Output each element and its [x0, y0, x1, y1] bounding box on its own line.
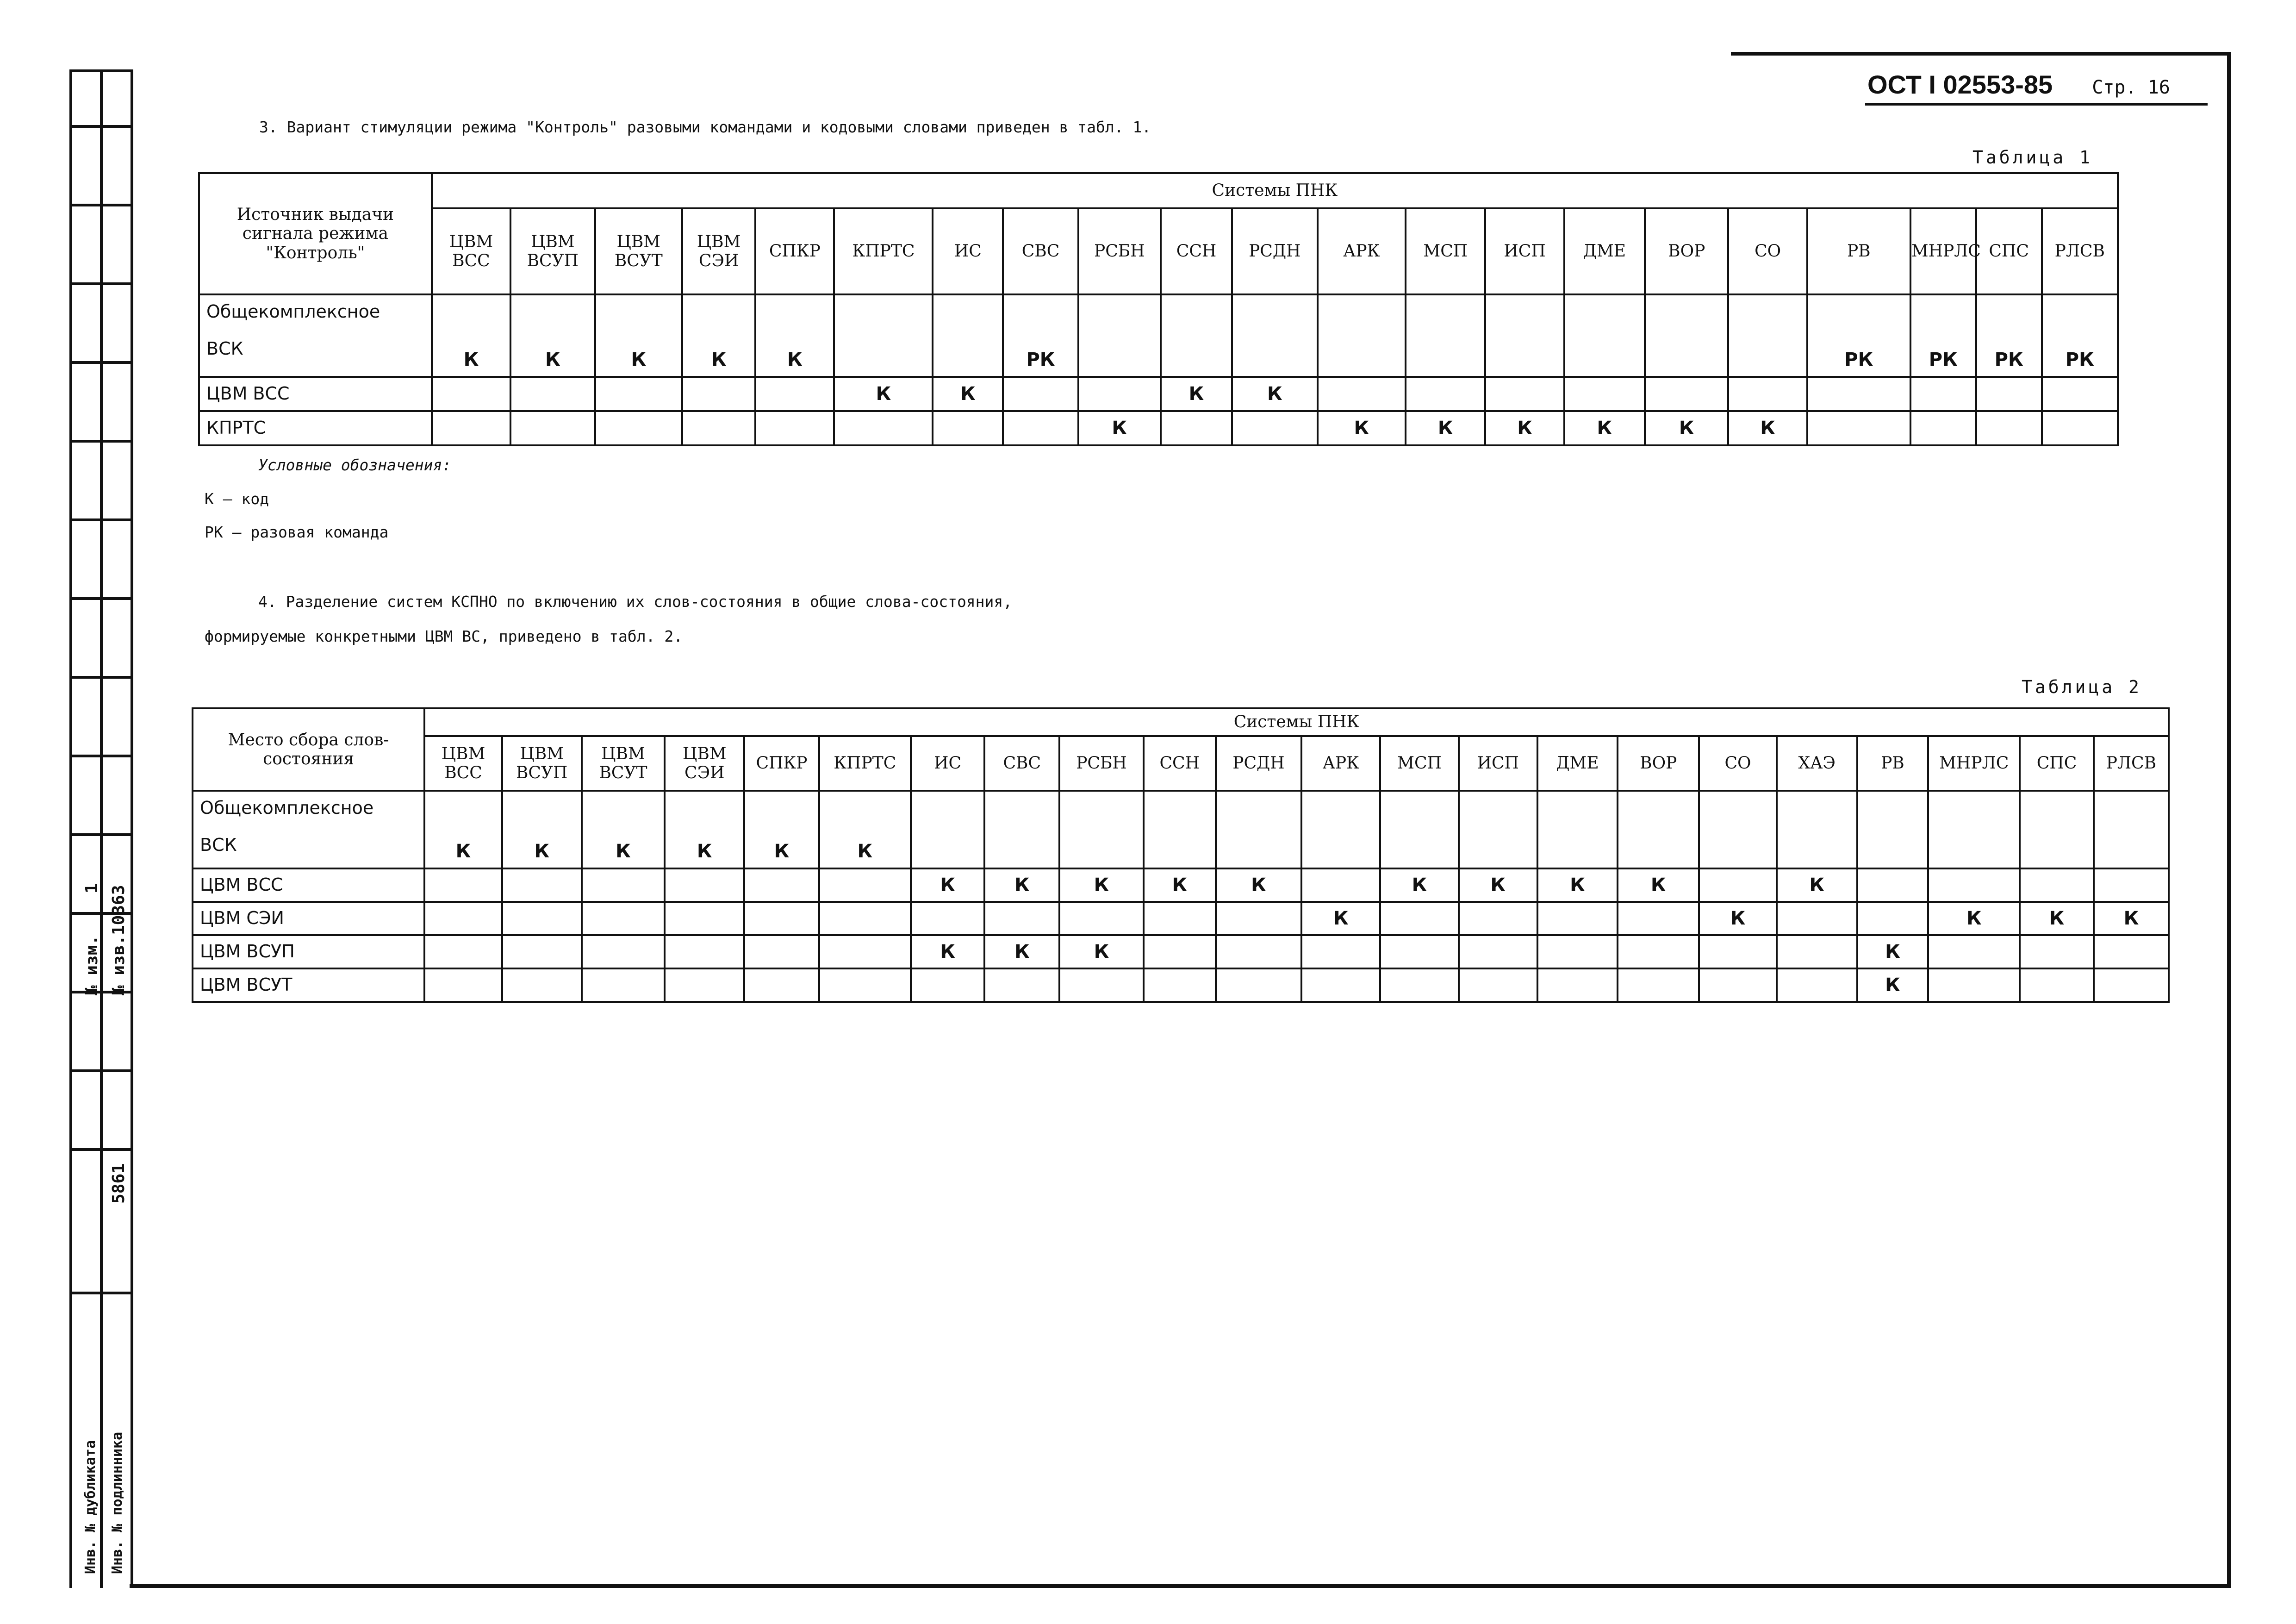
- column-header: СВС: [1003, 208, 1078, 294]
- column-header: РСБН: [1078, 208, 1161, 294]
- table-cell: К: [1078, 411, 1161, 445]
- table-cell: [432, 411, 510, 445]
- table-cell: [1216, 968, 1302, 1002]
- row-header: ЦВМ СЭИ: [193, 902, 424, 935]
- table-cell: [744, 868, 819, 902]
- table-cell: [1144, 968, 1216, 1002]
- column-header: ИС: [933, 208, 1003, 294]
- table-cell: К: [1699, 902, 1777, 935]
- paragraph-4-line-2: формируемые конкретными ЦВМ ВС, приведено в табл. 2.: [205, 627, 683, 645]
- column-header: ВОР: [1618, 736, 1699, 791]
- table-cell: [1928, 968, 2020, 1002]
- table-cell: [424, 968, 502, 1002]
- table-cell: [911, 902, 985, 935]
- table-cell: К: [911, 868, 985, 902]
- column-header: ХАЭ: [1777, 736, 1857, 791]
- table-cell: [1232, 411, 1317, 445]
- column-header: ВОР: [1645, 208, 1728, 294]
- table-cell: [1699, 868, 1777, 902]
- column-header: ДМЕ: [1564, 208, 1645, 294]
- column-header: РВ: [1807, 208, 1910, 294]
- table-cell: [424, 902, 502, 935]
- column-header: МНРЛС: [1910, 208, 1976, 294]
- table-cell: [1807, 377, 1910, 411]
- column-header: РСДН: [1232, 208, 1317, 294]
- column-header: ЦВМ ВСС: [424, 736, 502, 791]
- table-cell: [2042, 377, 2118, 411]
- table-cell: [1161, 411, 1232, 445]
- row-header: КПРТС: [199, 411, 432, 445]
- table-cell: [1059, 968, 1144, 1002]
- table-cell: К: [834, 377, 933, 411]
- table-cell: К: [1857, 935, 1929, 968]
- column-header: РСБН: [1059, 736, 1144, 791]
- table-cell: [1459, 791, 1537, 868]
- column-header: МСП: [1406, 208, 1485, 294]
- table-cell: [1301, 968, 1380, 1002]
- column-header: СПКР: [755, 208, 834, 294]
- table-cell: К: [1161, 377, 1232, 411]
- column-header: СО: [1728, 208, 1807, 294]
- table-cell: [1910, 411, 1976, 445]
- table-cell: [2094, 791, 2169, 868]
- frame-right-rule: [2227, 52, 2231, 1588]
- table-cell: К: [510, 294, 595, 377]
- izm-label: № изм.: [82, 935, 101, 995]
- table-cell: [755, 411, 834, 445]
- legend-single-command: РК – разовая команда: [205, 523, 389, 541]
- table-cell: [1301, 935, 1380, 968]
- column-header: ЦВМ ВСУП: [510, 208, 595, 294]
- table-cell: [911, 968, 985, 1002]
- table-row: [199, 411, 2118, 445]
- row-header: [193, 791, 424, 868]
- table-cell: [1777, 968, 1857, 1002]
- table-cell: К: [665, 791, 744, 868]
- table-cell: РК: [1976, 294, 2042, 377]
- table-cell: К: [1406, 411, 1485, 445]
- column-header: ЦВМ ВСУП: [502, 736, 582, 791]
- table-cell: [1928, 791, 2020, 868]
- table-cell: [1078, 377, 1161, 411]
- table1-label: Таблица 1: [1972, 147, 2093, 168]
- table-cell: К: [432, 294, 510, 377]
- table-cell: [755, 377, 834, 411]
- column-header: АРК: [1318, 208, 1406, 294]
- table-cell: [1645, 377, 1728, 411]
- column-header: ИС: [911, 736, 985, 791]
- table-cell: [1976, 411, 2042, 445]
- table-cell: [595, 411, 683, 445]
- doc-label: № изв.: [109, 935, 128, 995]
- table2-group-header: Системы ПНК: [424, 708, 2169, 736]
- row-header: ЦВМ ВСУП: [193, 935, 424, 968]
- table2-label: Таблица 2: [2022, 677, 2142, 697]
- table-cell: [1928, 935, 2020, 968]
- table-cell: К: [1564, 411, 1645, 445]
- row-header: ЦВМ ВСС: [193, 868, 424, 902]
- table-cell: [1857, 868, 1929, 902]
- table-cell: [1728, 377, 1807, 411]
- table-cell: [682, 377, 755, 411]
- table-cell: [1699, 791, 1777, 868]
- table-cell: К: [1928, 902, 2020, 935]
- table-cell: [1216, 791, 1302, 868]
- table-cell: [1144, 935, 1216, 968]
- frame-bottom-rule: [130, 1584, 2231, 1588]
- table-cell: К: [911, 935, 985, 968]
- orig-label: Инв. № подлинника: [109, 1431, 125, 1574]
- table-cell: [432, 377, 510, 411]
- table-cell: [911, 791, 985, 868]
- table-cell: [1537, 902, 1618, 935]
- table-cell: [1857, 902, 1929, 935]
- table-cell: [2020, 968, 2094, 1002]
- column-header: ЦВМ ВСС: [432, 208, 510, 294]
- column-header: СО: [1699, 736, 1777, 791]
- table-cell: К: [595, 294, 683, 377]
- column-header: ССН: [1144, 736, 1216, 791]
- table-cell: [1537, 791, 1618, 868]
- column-header: СПС: [2020, 736, 2094, 791]
- page-number: Стр. 16: [2092, 77, 2170, 98]
- table-cell: [582, 968, 665, 1002]
- header-rule: [1865, 103, 2208, 106]
- table-cell: [2094, 968, 2169, 1002]
- table-cell: [1380, 791, 1459, 868]
- table-cell: [2020, 791, 2094, 868]
- table-cell: [984, 902, 1059, 935]
- table-cell: К: [582, 791, 665, 868]
- column-header: ЦВМ СЭИ: [682, 208, 755, 294]
- table-cell: [1459, 902, 1537, 935]
- table-cell: [1537, 968, 1618, 1002]
- table-cell: [510, 411, 595, 445]
- column-header: РЛСВ: [2094, 736, 2169, 791]
- column-header: ССН: [1161, 208, 1232, 294]
- table-cell: [834, 294, 933, 377]
- column-header: ЦВМ ВСУТ: [595, 208, 683, 294]
- column-header: КПРТС: [819, 736, 911, 791]
- table-cell: [1406, 377, 1485, 411]
- table-cell: [933, 411, 1003, 445]
- column-header: СВС: [984, 736, 1059, 791]
- column-header: МНРЛС: [1928, 736, 2020, 791]
- table-row: [199, 377, 2118, 411]
- table-cell: [1928, 868, 2020, 902]
- table-cell: К: [755, 294, 834, 377]
- table-cell: [1459, 935, 1537, 968]
- table-row: [193, 791, 2169, 868]
- row-header-line-2: ВСК: [206, 338, 243, 359]
- table-cell: [1857, 791, 1929, 868]
- table-cell: [1318, 377, 1406, 411]
- row-header-line-2: ВСК: [200, 834, 237, 855]
- table-cell: [1699, 968, 1777, 1002]
- column-header: КПРТС: [834, 208, 933, 294]
- dup-label: Инв. № дубликата: [82, 1440, 99, 1574]
- table-cell: [1380, 902, 1459, 935]
- table-cell: [744, 902, 819, 935]
- legend-title: Условные обозначения:: [258, 456, 452, 474]
- table-cell: [1910, 377, 1976, 411]
- table-cell: [1059, 791, 1144, 868]
- table-cell: [1318, 294, 1406, 377]
- column-header: РСДН: [1216, 736, 1302, 791]
- table-cell: [1485, 377, 1564, 411]
- inv-value: 5861: [109, 1163, 128, 1204]
- table-cell: [984, 968, 1059, 1002]
- table-cell: [1301, 868, 1380, 902]
- column-header: РЛСВ: [2042, 208, 2118, 294]
- table2-corner-header: Место сбора слов-состояния: [193, 708, 424, 791]
- table-cell: К: [744, 791, 819, 868]
- table-cell: [1777, 902, 1857, 935]
- table-cell: РК: [1807, 294, 1910, 377]
- column-header: ИСП: [1459, 736, 1537, 791]
- table-cell: К: [1618, 868, 1699, 902]
- table-cell: [1618, 791, 1699, 868]
- table-cell: К: [1459, 868, 1537, 902]
- table-cell: [1699, 935, 1777, 968]
- column-header: ДМЕ: [1537, 736, 1618, 791]
- table-row: [193, 935, 2169, 968]
- table-cell: К: [1059, 935, 1144, 968]
- table-cell: К: [1318, 411, 1406, 445]
- table-cell: К: [1728, 411, 1807, 445]
- table-row: [193, 868, 2169, 902]
- table-row: [199, 294, 2118, 377]
- table-cell: [502, 868, 582, 902]
- table-cell: [2094, 935, 2169, 968]
- row-header: ЦВМ ВСУТ: [193, 968, 424, 1002]
- table-cell: [1618, 935, 1699, 968]
- table-cell: [819, 935, 911, 968]
- table-cell: РК: [1003, 294, 1078, 377]
- table-cell: К: [1144, 868, 1216, 902]
- doc-header: [1867, 69, 2170, 100]
- table-cell: К: [502, 791, 582, 868]
- table-cell: К: [1232, 377, 1317, 411]
- table-cell: [682, 411, 755, 445]
- table-cell: [834, 411, 933, 445]
- table-row: [193, 902, 2169, 935]
- table-cell: [819, 968, 911, 1002]
- table-cell: [819, 902, 911, 935]
- table-cell: [1003, 377, 1078, 411]
- table-cell: [2042, 411, 2118, 445]
- table-cell: [424, 935, 502, 968]
- table-cell: [1459, 968, 1537, 1002]
- table-cell: [582, 935, 665, 968]
- table-cell: [510, 377, 595, 411]
- table-cell: [1232, 294, 1317, 377]
- table-2: [192, 707, 2170, 1003]
- table-cell: [1777, 935, 1857, 968]
- table-cell: К: [2094, 902, 2169, 935]
- table-cell: [1144, 902, 1216, 935]
- table-cell: К: [1301, 902, 1380, 935]
- table-cell: [1078, 294, 1161, 377]
- row-header: ЦВМ ВСС: [199, 377, 432, 411]
- table-cell: [2094, 868, 2169, 902]
- column-header: МСП: [1380, 736, 1459, 791]
- doc-value: 10363: [109, 885, 128, 935]
- row-header: [199, 294, 432, 377]
- table-cell: [984, 791, 1059, 868]
- table-cell: [582, 902, 665, 935]
- table-cell: [1564, 377, 1645, 411]
- table-cell: К: [682, 294, 755, 377]
- table-cell: [744, 935, 819, 968]
- frame-top-rule: [1731, 52, 2231, 56]
- column-header: ИСП: [1485, 208, 1564, 294]
- table-cell: [502, 902, 582, 935]
- table-cell: [1645, 294, 1728, 377]
- table-cell: [819, 868, 911, 902]
- table-cell: [1216, 902, 1302, 935]
- table-row: [193, 968, 2169, 1002]
- row-header-line-1: Общекомплексное: [200, 798, 374, 818]
- table-cell: К: [984, 935, 1059, 968]
- table-cell: [2020, 868, 2094, 902]
- paragraph-4-line-1: 4. Разделение систем КСПНО по включению их слов-состояния в общие слова-состояния,: [258, 593, 1013, 611]
- row-header-line-1: Общекомплексное: [206, 301, 380, 322]
- table-cell: [1380, 935, 1459, 968]
- table-cell: [933, 294, 1003, 377]
- table-cell: [502, 935, 582, 968]
- table-cell: К: [1485, 411, 1564, 445]
- table-cell: РК: [2042, 294, 2118, 377]
- table1-group-header: Системы ПНК: [432, 173, 2118, 208]
- table-cell: [1807, 411, 1910, 445]
- table-cell: К: [1216, 868, 1302, 902]
- table-cell: [1301, 791, 1380, 868]
- table-cell: [1380, 968, 1459, 1002]
- table-cell: РК: [1910, 294, 1976, 377]
- column-header: СПС: [1976, 208, 2042, 294]
- table-cell: [1216, 935, 1302, 968]
- table-cell: [2020, 935, 2094, 968]
- table-cell: [1777, 791, 1857, 868]
- column-header: ЦВМ ВСУТ: [582, 736, 665, 791]
- table-cell: [744, 968, 819, 1002]
- table-cell: [1059, 902, 1144, 935]
- table-cell: К: [1857, 968, 1929, 1002]
- table-cell: [1537, 935, 1618, 968]
- table-cell: К: [933, 377, 1003, 411]
- table-cell: [1618, 968, 1699, 1002]
- table-cell: [1144, 791, 1216, 868]
- izm-value: 1: [82, 883, 101, 893]
- table-cell: К: [2020, 902, 2094, 935]
- table-cell: К: [984, 868, 1059, 902]
- table-cell: [1728, 294, 1807, 377]
- table1-corner-header: Источник выдачи сигнала режима "Контроль": [199, 173, 432, 294]
- paragraph-3: 3. Вариант стимуляции режима "Контроль" разовыми командами и кодовыми словами приведен в табл. 1.: [259, 118, 1151, 136]
- table-cell: [665, 935, 744, 968]
- table-cell: К: [1537, 868, 1618, 902]
- table-cell: К: [424, 791, 502, 868]
- table-cell: [1003, 411, 1078, 445]
- column-header: РВ: [1857, 736, 1929, 791]
- table-cell: [665, 868, 744, 902]
- table-cell: [665, 902, 744, 935]
- table-cell: [1564, 294, 1645, 377]
- table-cell: [1976, 377, 2042, 411]
- table-cell: [1406, 294, 1485, 377]
- column-header: СПКР: [744, 736, 819, 791]
- legend-code: К – код: [205, 490, 269, 508]
- table-cell: [1161, 294, 1232, 377]
- table-cell: К: [1059, 868, 1144, 902]
- table-cell: [665, 968, 744, 1002]
- table-cell: [595, 377, 683, 411]
- table-cell: [1618, 902, 1699, 935]
- table-cell: К: [1777, 868, 1857, 902]
- table-cell: [424, 868, 502, 902]
- table-cell: [1485, 294, 1564, 377]
- left-title-block: [69, 69, 133, 1588]
- table-cell: К: [1380, 868, 1459, 902]
- table-cell: К: [819, 791, 911, 868]
- table-cell: [502, 968, 582, 1002]
- column-header: АРК: [1301, 736, 1380, 791]
- table-cell: К: [1645, 411, 1728, 445]
- column-header: ЦВМ СЭИ: [665, 736, 744, 791]
- table-1: [198, 172, 2119, 446]
- table-cell: [582, 868, 665, 902]
- doc-code: ОСТ I 02553-85: [1867, 70, 2053, 99]
